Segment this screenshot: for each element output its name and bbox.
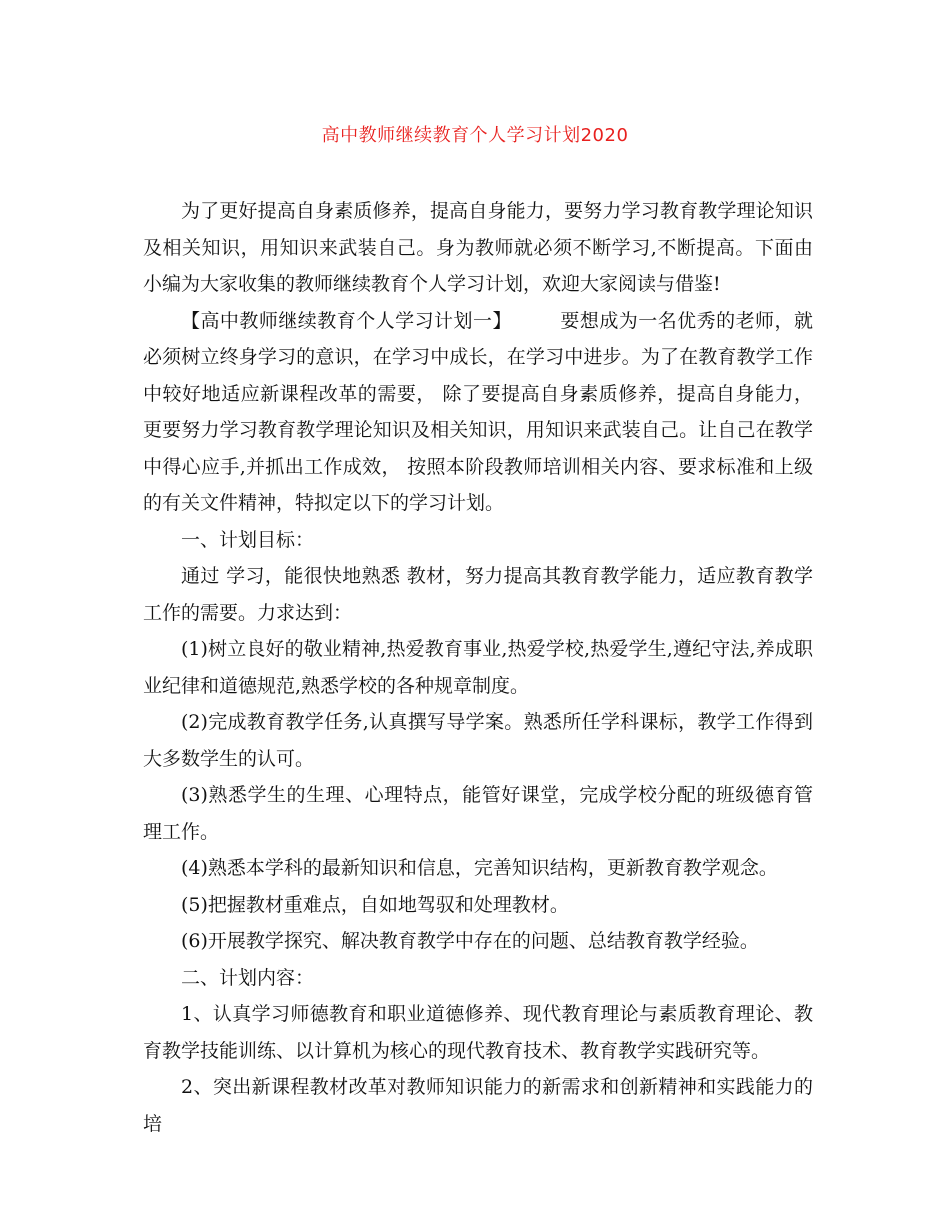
goal-item: (5)把握教材重难点，自如地驾驭和处理教材。 xyxy=(181,893,569,916)
plan-intro-paragraph xyxy=(143,303,813,522)
section-heading-contents: 二、计划内容： xyxy=(181,966,315,989)
plan-heading: 【高中教师继续教育个人学习计划一】 xyxy=(181,309,512,332)
goal-item: (6)开展教学探究、解决教育教学中存在的问题、总结教育教学经验。 xyxy=(181,930,759,952)
content-item: 1、认真学习师德教育和职业道德修养、现代教育理论与素质教育理论、教育教学技能训练、以计算机为核心的现代教育技术、教育教学实践研究等。 xyxy=(143,1003,813,1062)
goal-item: (2)完成教育教学任务,认真撰写导学案。熟悉所任学科课标，教学工作得到大多数学生的认可。 xyxy=(143,711,813,770)
document-body xyxy=(143,193,813,1142)
section-heading-goals: 一、计划目标： xyxy=(181,528,315,551)
goal-item: (3)熟悉学生的生理、心理特点，能管好课堂，完成学校分配的班级德育管理工作。 xyxy=(143,784,813,843)
goal-item: (4)熟悉本学科的最新知识和信息，完善知识结构，更新教育教学观念。 xyxy=(181,857,778,879)
goal-item: (1)树立良好的敬业精神,热爱教育事业,热爱学校,热爱学生,遵纪守法,养成职业纪律和道德规范,熟悉学校的各种规章制度。 xyxy=(143,638,813,697)
goals-intro-paragraph: 通过 学习，能很快地熟悉 教材，努力提高其教育教学能力，适应教育教学工作的需要。力求达到： xyxy=(143,565,813,624)
plan-intro-text: 要想成为一名优秀的老师，就必须树立终身学习的意识，在学习中成长，在学习中进步。为了在教育教学工作中较好地适应新课程改革的需要， 除了要提高自身素质修养，提高自身能力，更要努力学习教育教学理论知识及相关知识，用知识来武装自己。让自己在教学中得心应手,并抓出工作成效， 按照本阶段教师培训相关内容、要求标准和上级的有关文件精神，特拟定以下的学习计划。 xyxy=(143,309,813,514)
intro-paragraph: 为了更好提高自身素质修养，提高自身能力，要努力学习教育教学理论知识及相关知识，用知识来武装自己。身为教师就必须不断学习,不断提高。下面由小编为大家收集的教师继续教育个人学习计划，欢迎大家阅读与借鉴! xyxy=(143,200,813,295)
document-title: 高中教师继续教育个人学习计划2020 xyxy=(321,125,629,146)
content-item: 2、突出新课程教材改革对教师知识能力的新需求和创新精神和实践能力的培 xyxy=(143,1076,813,1135)
